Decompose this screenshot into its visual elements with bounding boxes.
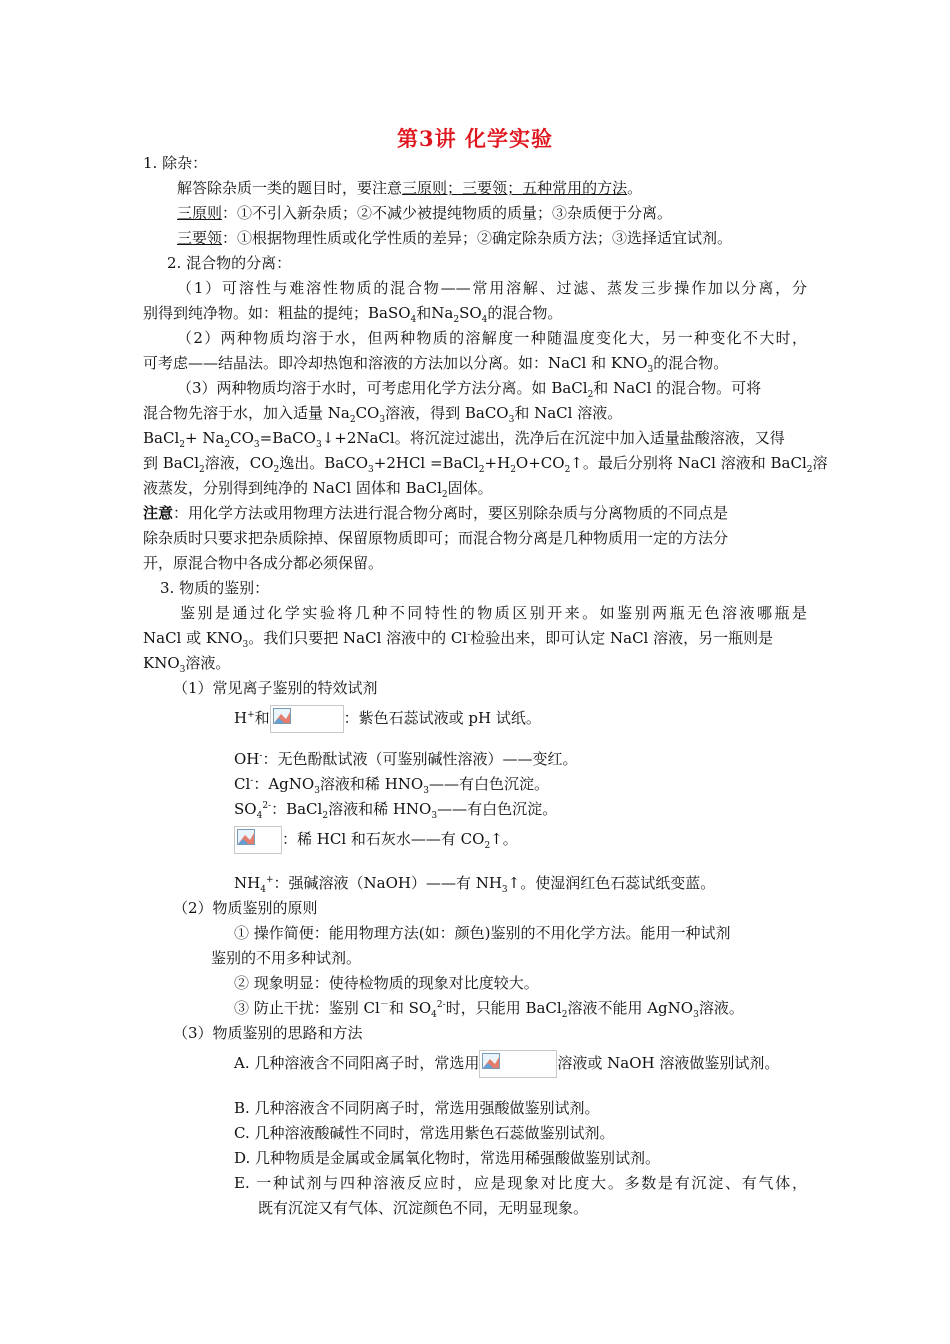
broken-image-icon [234,826,282,854]
three-principles: 三原则：①不引入新杂质；②不减少被提纯物质的质量；③杂质便于分离。 [177,204,673,222]
method-b: B. 几种溶液含不同阴离子时，常选用强酸做鉴别试剂。 [234,1099,600,1117]
ion-so4-line: $SO_4^{2-}$：BaCl$_2$溶液和稀 $HNO_3——$有白色沉淀。 [234,800,558,821]
page-title: 第3讲 化学实验 [397,126,553,151]
principle-1-line-1: ① 操作简便：能用物理方法(如：颜色)鉴别的不用化学方法。能用一种试剂 [234,924,731,942]
section-3-heading: 3. 物质的鉴别： [160,579,270,597]
method-d: D. 几种物质是金属或金属氧化物时，常选用稀强酸做鉴别试剂。 [234,1149,661,1167]
note-line-2: 除杂质时只要求把杂质除掉、保留原物质即可；而混合物分离是几种物质用一定的方法分 [143,529,729,547]
ion-nh4-line: $NH_4^+$：强碱溶液（NaOH）——有 $NH_3↑$。使湿润红色石蕊试纸变蓝。 [234,874,716,895]
item-2-2-line-1: （2）两种物质均溶于水，但两种物质的溶解度一种随温度变化大，另一种变化不大时， [177,329,807,347]
note-line-3: 开，原混合物中各成分都必须保留。 [143,554,384,572]
item-2-1-line-1: （1）可溶性与难溶性物质的混合物——常用溶解、过滤、蒸发三步操作加以分离，分 [177,279,807,297]
ion-oh-line: OH-：无色酚酞试液（可鉴别碱性溶液）——变红。 [234,750,578,768]
method-e-line-1: E. 一种试剂与四种溶液反应时，应是现象对比度大。多数是有沉淀、有气体， [234,1174,807,1192]
equation-line-1: BaCl$_2$+ $Na_2CO_3=BaCO_3↓+2NaCl$。将沉淀过滤出，洗净后在沉淀中加入适量盐酸溶液，又得 [143,429,785,450]
principle-2: ② 现象明显：使待检物质的现象对比度较大。 [234,974,539,992]
section-3-para-line-2: NaCl 或 $KNO_3$。我们只要把 NaCl 溶液中的 Cl-检验出来，即可认定 NaCl 溶液，另一瓶则是 [143,629,774,650]
section-3-para-line-3: $KNO_3$溶液。 [143,654,231,675]
ion-h-line: H+和 ：紫色石蕊试液或 pH 试纸。 [234,705,541,733]
method-a: A. 几种溶液含不同阳离子时，常选用 溶液或 NaOH 溶液做鉴别试剂。 [234,1050,779,1078]
section-1-heading: 1. 除杂： [143,154,208,172]
method-c: C. 几种溶液酸碱性不同时，常选用紫色石蕊做鉴别试剂。 [234,1124,615,1142]
equation-line-2: 到 BaCl$_2$溶液，$CO_2$逸出。BaCO$_3$+2HCl $=BaCl_2+H_2O+CO_2↑$。最后分别将 NaCl 溶液和 BaCl$_2$溶 [143,454,828,475]
section-1-intro: 解答除杂质一类的题目时，要注意三原则；三要领；五种常用的方法。 [177,179,643,197]
three-essentials: 三要领：①根据物理性质或化学性质的差异；②确定除杂质方法；③选择适宜试剂。 [177,229,733,247]
section-2-heading: 2. 混合物的分离： [167,254,292,272]
principle-1-line-2: 鉴别的不用多种试剂。 [211,949,362,967]
subsection-1-heading: （1）常见离子鉴别的特效试剂 [173,679,378,697]
equation-line-3: 液蒸发，分别得到纯净的 NaCl 固体和 BaCl$_2$固体。 [143,479,493,500]
ion-co3-line: ：稀 HCl 和石灰水——有 $CO_2↑$。 [234,826,518,854]
note-line-1: 注意：用化学方法或用物理方法进行混合物分离时，要区别除杂质与分离物质的不同点是 [143,504,729,522]
method-e-line-2: 既有沉淀又有气体、沉淀颜色不同，无明显现象。 [258,1199,589,1217]
ion-cl-line: Cl-：AgNO$_3$溶液和稀 $HNO_3——$有白色沉淀。 [234,775,549,796]
broken-image-icon [479,1050,557,1078]
subsection-2-heading: （2）物质鉴别的原则 [173,899,318,917]
section-3-para-line-1: 鉴别是通过化学实验将几种不同特性的物质区别开来。如鉴别两瓶无色溶液哪瓶是 [180,604,807,622]
item-2-2-line-2: 可考虑——结晶法。即冷却热饱和溶液的方法加以分离。如：NaCl 和 $KNO_3$的混合物。 [143,354,729,375]
principle-3: ③ 防止干扰：鉴别 Cl－和 $SO_4^{2-}$时，只能用 BaCl$_2$溶液不能用 AgNO$_3$溶液。 [234,999,744,1020]
item-2-3-line-1: （3）两种物质均溶于水时，可考虑用化学方法分离。如 BaCl$_2$和 NaCl 的混合物。可将 [177,379,762,400]
broken-image-icon [270,705,344,733]
subsection-3-heading: （3）物质鉴别的思路和方法 [173,1024,363,1042]
item-2-1-line-2: 别得到纯净物。如：粗盐的提纯；BaSO$_4$和$Na_2SO_4$的混合物。 [143,304,563,325]
item-2-3-line-2: 混合物先溶于水，加入适量 $Na_2CO_3$溶液，得到 BaCO$_3$和 NaCl 溶液。 [143,404,623,425]
